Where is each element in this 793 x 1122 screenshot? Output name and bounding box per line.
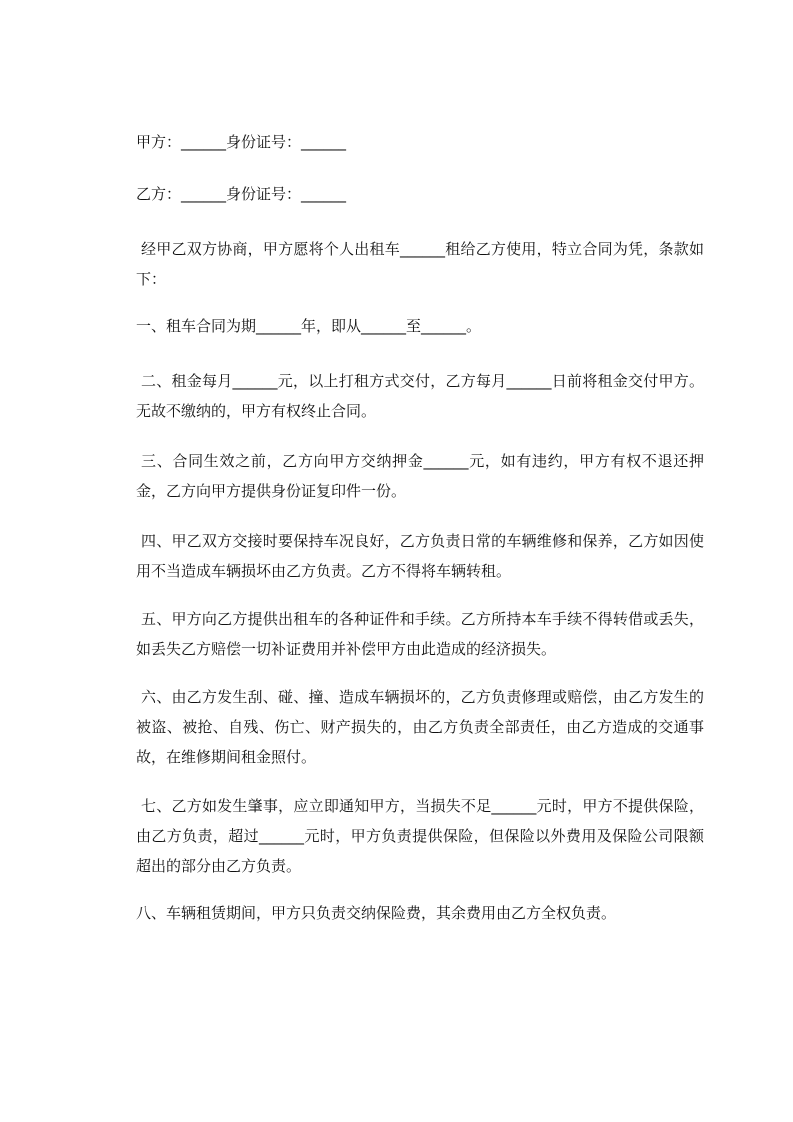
clause-2: 二、租金每月______元，以上打租方式交付，乙方每月______日前将租金交付甲方。无故不缴纳的，甲方有权终止合同。 <box>136 372 704 420</box>
clause-8: 八、车辆租赁期间，甲方只负责交纳保险费，其余费用由乙方全权负责。 <box>136 904 617 922</box>
clause-5: 五、甲方向乙方提供出租车的各种证件和手续。乙方所持本车手续不得转借或丢失，如丢失乙方赔偿一切补证费用并补偿甲方由此造成的经济损失。 <box>136 610 704 658</box>
party-a-line: 甲方：______身份证号：______ <box>136 133 347 151</box>
clause-6: 六、由乙方发生刮、碰、撞、造成车辆损坏的，乙方负责修理或赔偿，由乙方发生的被盗、被抢、自残、伤亡、财产损失的，由乙方负责全部责任，由乙方造成的交通事故，在维修期间租金照付。 <box>136 688 704 766</box>
clause-3: 三、合同生效之前，乙方向甲方交纳押金______元，如有违约，甲方有权不退还押金，乙方向甲方提供身份证复印件一份。 <box>136 452 704 500</box>
clause-7: 七、乙方如发生肇事，应立即通知甲方，当损失不足______元时，甲方不提供保险，由乙方负责，超过______元时，甲方负责提供保险，但保险以外费用及保险公司限额超出的部分由乙方负责。 <box>136 797 704 875</box>
intro-paragraph: 经甲乙双方协商，甲方愿将个人出租车______租给乙方使用，特立合同为凭，条款如下： <box>136 240 704 288</box>
party-b-line: 乙方：______身份证号：______ <box>136 185 347 203</box>
clause-1: 一、租车合同为期______年，即从______至______。 <box>136 317 482 335</box>
clause-4: 四、甲乙双方交接时要保持车况良好，乙方负责日常的车辆维修和保养，乙方如因使用不当造成车辆损坏由乙方负责。乙方不得将车辆转租。 <box>136 532 704 580</box>
